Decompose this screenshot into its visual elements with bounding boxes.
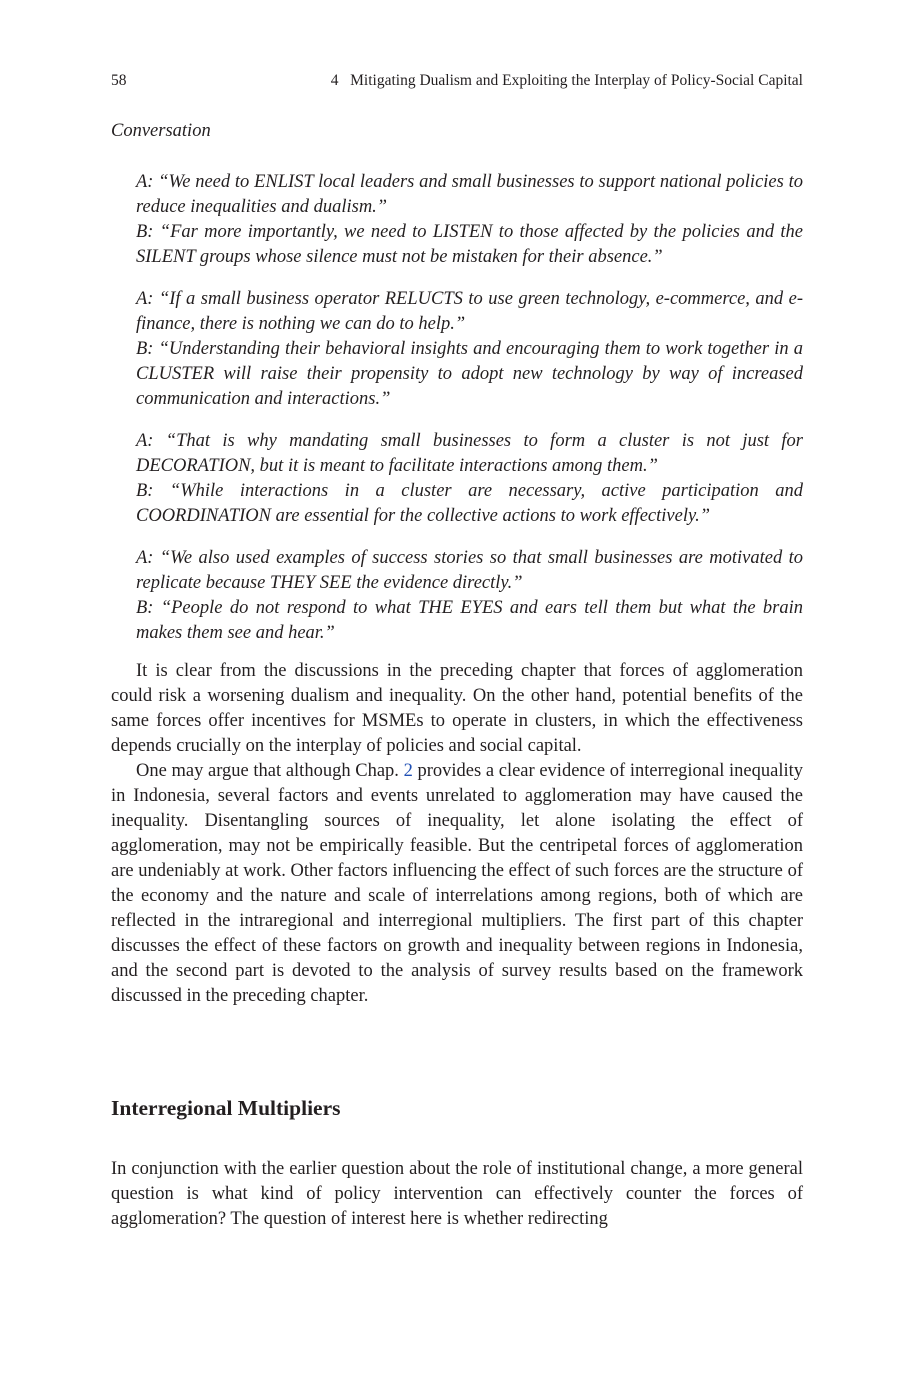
conversation-block bbox=[136, 170, 803, 663]
speaker-b-line: B: “Far more importantly, we need to LISTEN to those affected by the policies and the SILENT groups whose silence must not be mistaken for their absence.” bbox=[136, 222, 803, 267]
speaker-b-line: B: “People do not respond to what THE EYES and ears tell them but what the brain makes them see and hear.” bbox=[136, 598, 803, 643]
section-heading: Interregional Multipliers bbox=[111, 1096, 341, 1120]
conversation-exchange bbox=[136, 287, 803, 412]
running-title: 4 Mitigating Dualism and Exploiting the Interplay of Policy-Social Capital bbox=[330, 72, 803, 89]
conversation-exchange bbox=[136, 546, 803, 646]
speaker-b-line: B: “While interactions in a cluster are necessary, active participation and COORDINATION are essential for the collective actions to work effectively.” bbox=[136, 481, 803, 526]
speaker-a-line: A: “If a small business operator RELUCTS to use green technology, e-commerce, and e-finance, there is nothing we can do to help.” bbox=[136, 289, 803, 334]
page-number: 58 bbox=[111, 72, 127, 89]
speaker-a-line: A: “We also used examples of success stories so that small businesses are motivated to replicate because THEY SEE the evidence directly.” bbox=[136, 548, 803, 593]
body-text bbox=[111, 659, 803, 1009]
conversation-exchange bbox=[136, 170, 803, 270]
speaker-b-line: B: “Understanding their behavioral insights and encouraging them to work together in a CLUSTER will raise their propensity to adopt new technology by way of increased communication and interactions.” bbox=[136, 339, 803, 409]
speaker-a-line: A: “We need to ENLIST local leaders and small businesses to support national policies to reduce inequalities and dualism.” bbox=[136, 172, 803, 217]
conversation-exchange bbox=[136, 429, 803, 529]
speaker-a-line: A: “That is why mandating small businesses to form a cluster is not just for DECORATION, but it is meant to facilitate interactions among them.” bbox=[136, 431, 803, 476]
body-paragraph bbox=[111, 759, 803, 1009]
body-paragraph: It is clear from the discussions in the preceding chapter that forces of agglomeration could risk a worsening dualism and inequality. On the other hand, potential benefits of the same forces offer incentives for MSMEs to operate in clusters, in which the effectiveness depends crucially on the interplay of policies and social capital. bbox=[111, 661, 803, 756]
chapter-2-link[interactable]: 2 bbox=[403, 761, 413, 781]
paragraph-text: One may argue that although Chap. bbox=[136, 761, 404, 781]
section-paragraph: In conjunction with the earlier question about the role of institutional change, a more general question is what kind of policy intervention can effectively counter the forces of agglomeration? The question of interest here is whether redirecting bbox=[111, 1159, 803, 1229]
running-head bbox=[111, 72, 803, 94]
paragraph-text: provides a clear evidence of interregional inequality in Indonesia, several factors and events unrelated to agglomeration may have caused the inequality. Disentangling sources of inequality, let alone isolating the effect of agglomeration, may not be empirically feasible. But the centripetal forces of agglomeration are undeniably at work. Other factors influencing the effect of such forces are the structure of the economy and the nature and scale of interrelations among regions, both of which are reflected in the intraregional and interregional multipliers. The first part of this chapter discusses the effect of these factors on growth and inequality between regions in Indonesia, and the second part is devoted to the analysis of survey results based on the framework discussed in the preceding chapter. bbox=[111, 761, 803, 1006]
conversation-label: Conversation bbox=[111, 121, 211, 141]
